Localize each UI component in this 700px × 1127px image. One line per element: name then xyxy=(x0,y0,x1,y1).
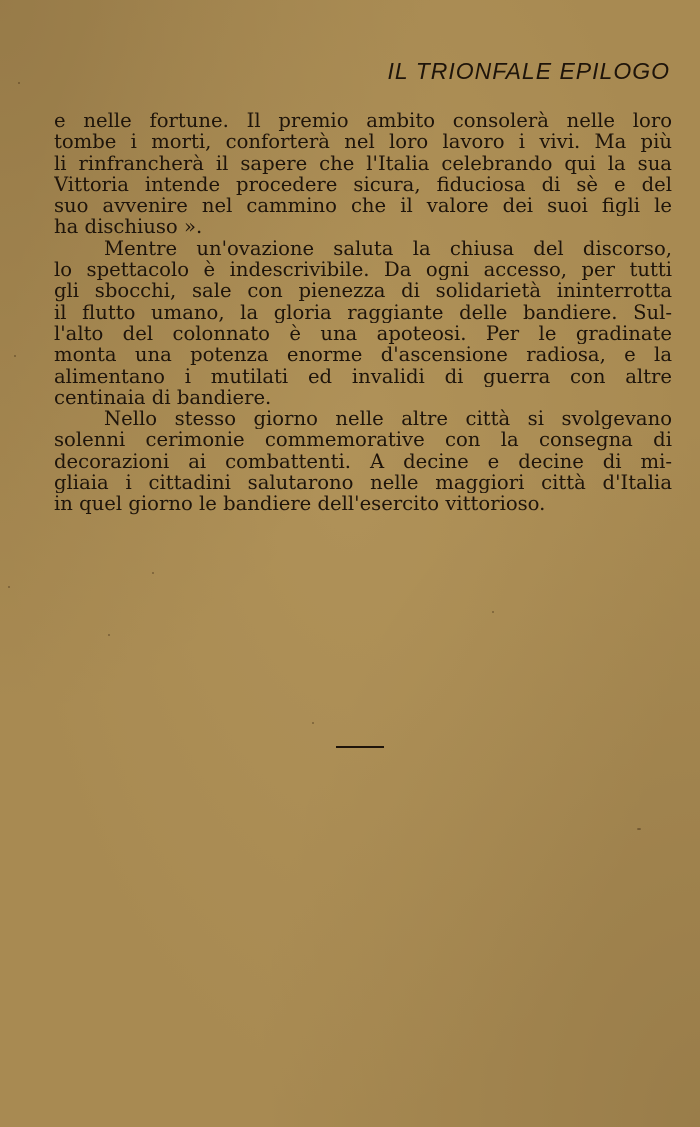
text-line: monta una potenza enorme d'ascensione radiosa, e la xyxy=(54,344,672,366)
text-line: suo avvenire nel cammino che il valore dei suoi figli le xyxy=(54,195,672,217)
text-line: centinaia di bandiere. xyxy=(54,386,272,409)
section-end-rule xyxy=(336,746,384,748)
paper-speck xyxy=(8,586,10,588)
paper-speck xyxy=(312,722,314,724)
text-line: solenni cerimonie commemorative con la consegna di xyxy=(54,429,672,451)
text-line: ha dischiuso ». xyxy=(54,216,203,238)
paragraph-2 xyxy=(54,238,672,408)
paper-speck xyxy=(14,355,16,357)
paper-speck xyxy=(108,634,110,636)
text-line: Vittoria intende procedere sicura, fiduciosa di sè e del xyxy=(54,173,672,196)
paper-speck xyxy=(18,82,20,84)
paragraph-1 xyxy=(54,110,672,238)
text-line: lo spettacolo è indescrivibile. Da ogni accesso, per tutti xyxy=(54,259,672,281)
paragraph-3 xyxy=(54,408,672,514)
text-line: decorazioni ai combattenti. A decine e decine di mi- xyxy=(54,450,672,473)
text-line: e nelle fortune. Il premio ambito consolerà nelle loro xyxy=(54,110,672,132)
body-text xyxy=(54,110,672,515)
text-line: l'alto del colonnato è una apoteosi. Per le gradinate xyxy=(54,322,672,345)
text-line: il flutto umano, la gloria raggiante delle bandiere. Sul- xyxy=(54,301,672,323)
paper-speck xyxy=(637,828,641,830)
running-head: IL TRIONFALE EPILOGO xyxy=(387,58,670,84)
text-line: gli sbocchi, sale con pienezza di solidarietà ininterrotta xyxy=(54,280,672,302)
text-line: gliaia i cittadini salutarono nelle maggiori città d'Italia xyxy=(54,472,672,494)
text-line: in quel giorno le bandiere dell'esercito vittorioso. xyxy=(54,493,546,515)
text-line: alimentano i mutilati ed invalidi di guerra con altre xyxy=(54,365,672,387)
text-line: li rinfrancherà il sapere che l'Italia celebrando qui la sua xyxy=(54,152,672,174)
text-line: tombe i morti, conforterà nel loro lavoro i vivi. Ma più xyxy=(54,131,672,153)
text-line: Mentre un'ovazione saluta la chiusa del discorso, xyxy=(104,237,672,260)
paper-speck xyxy=(152,572,154,574)
text-line: Nello stesso giorno nelle altre città si svolgevano xyxy=(104,408,672,430)
paper-speck xyxy=(492,611,494,613)
